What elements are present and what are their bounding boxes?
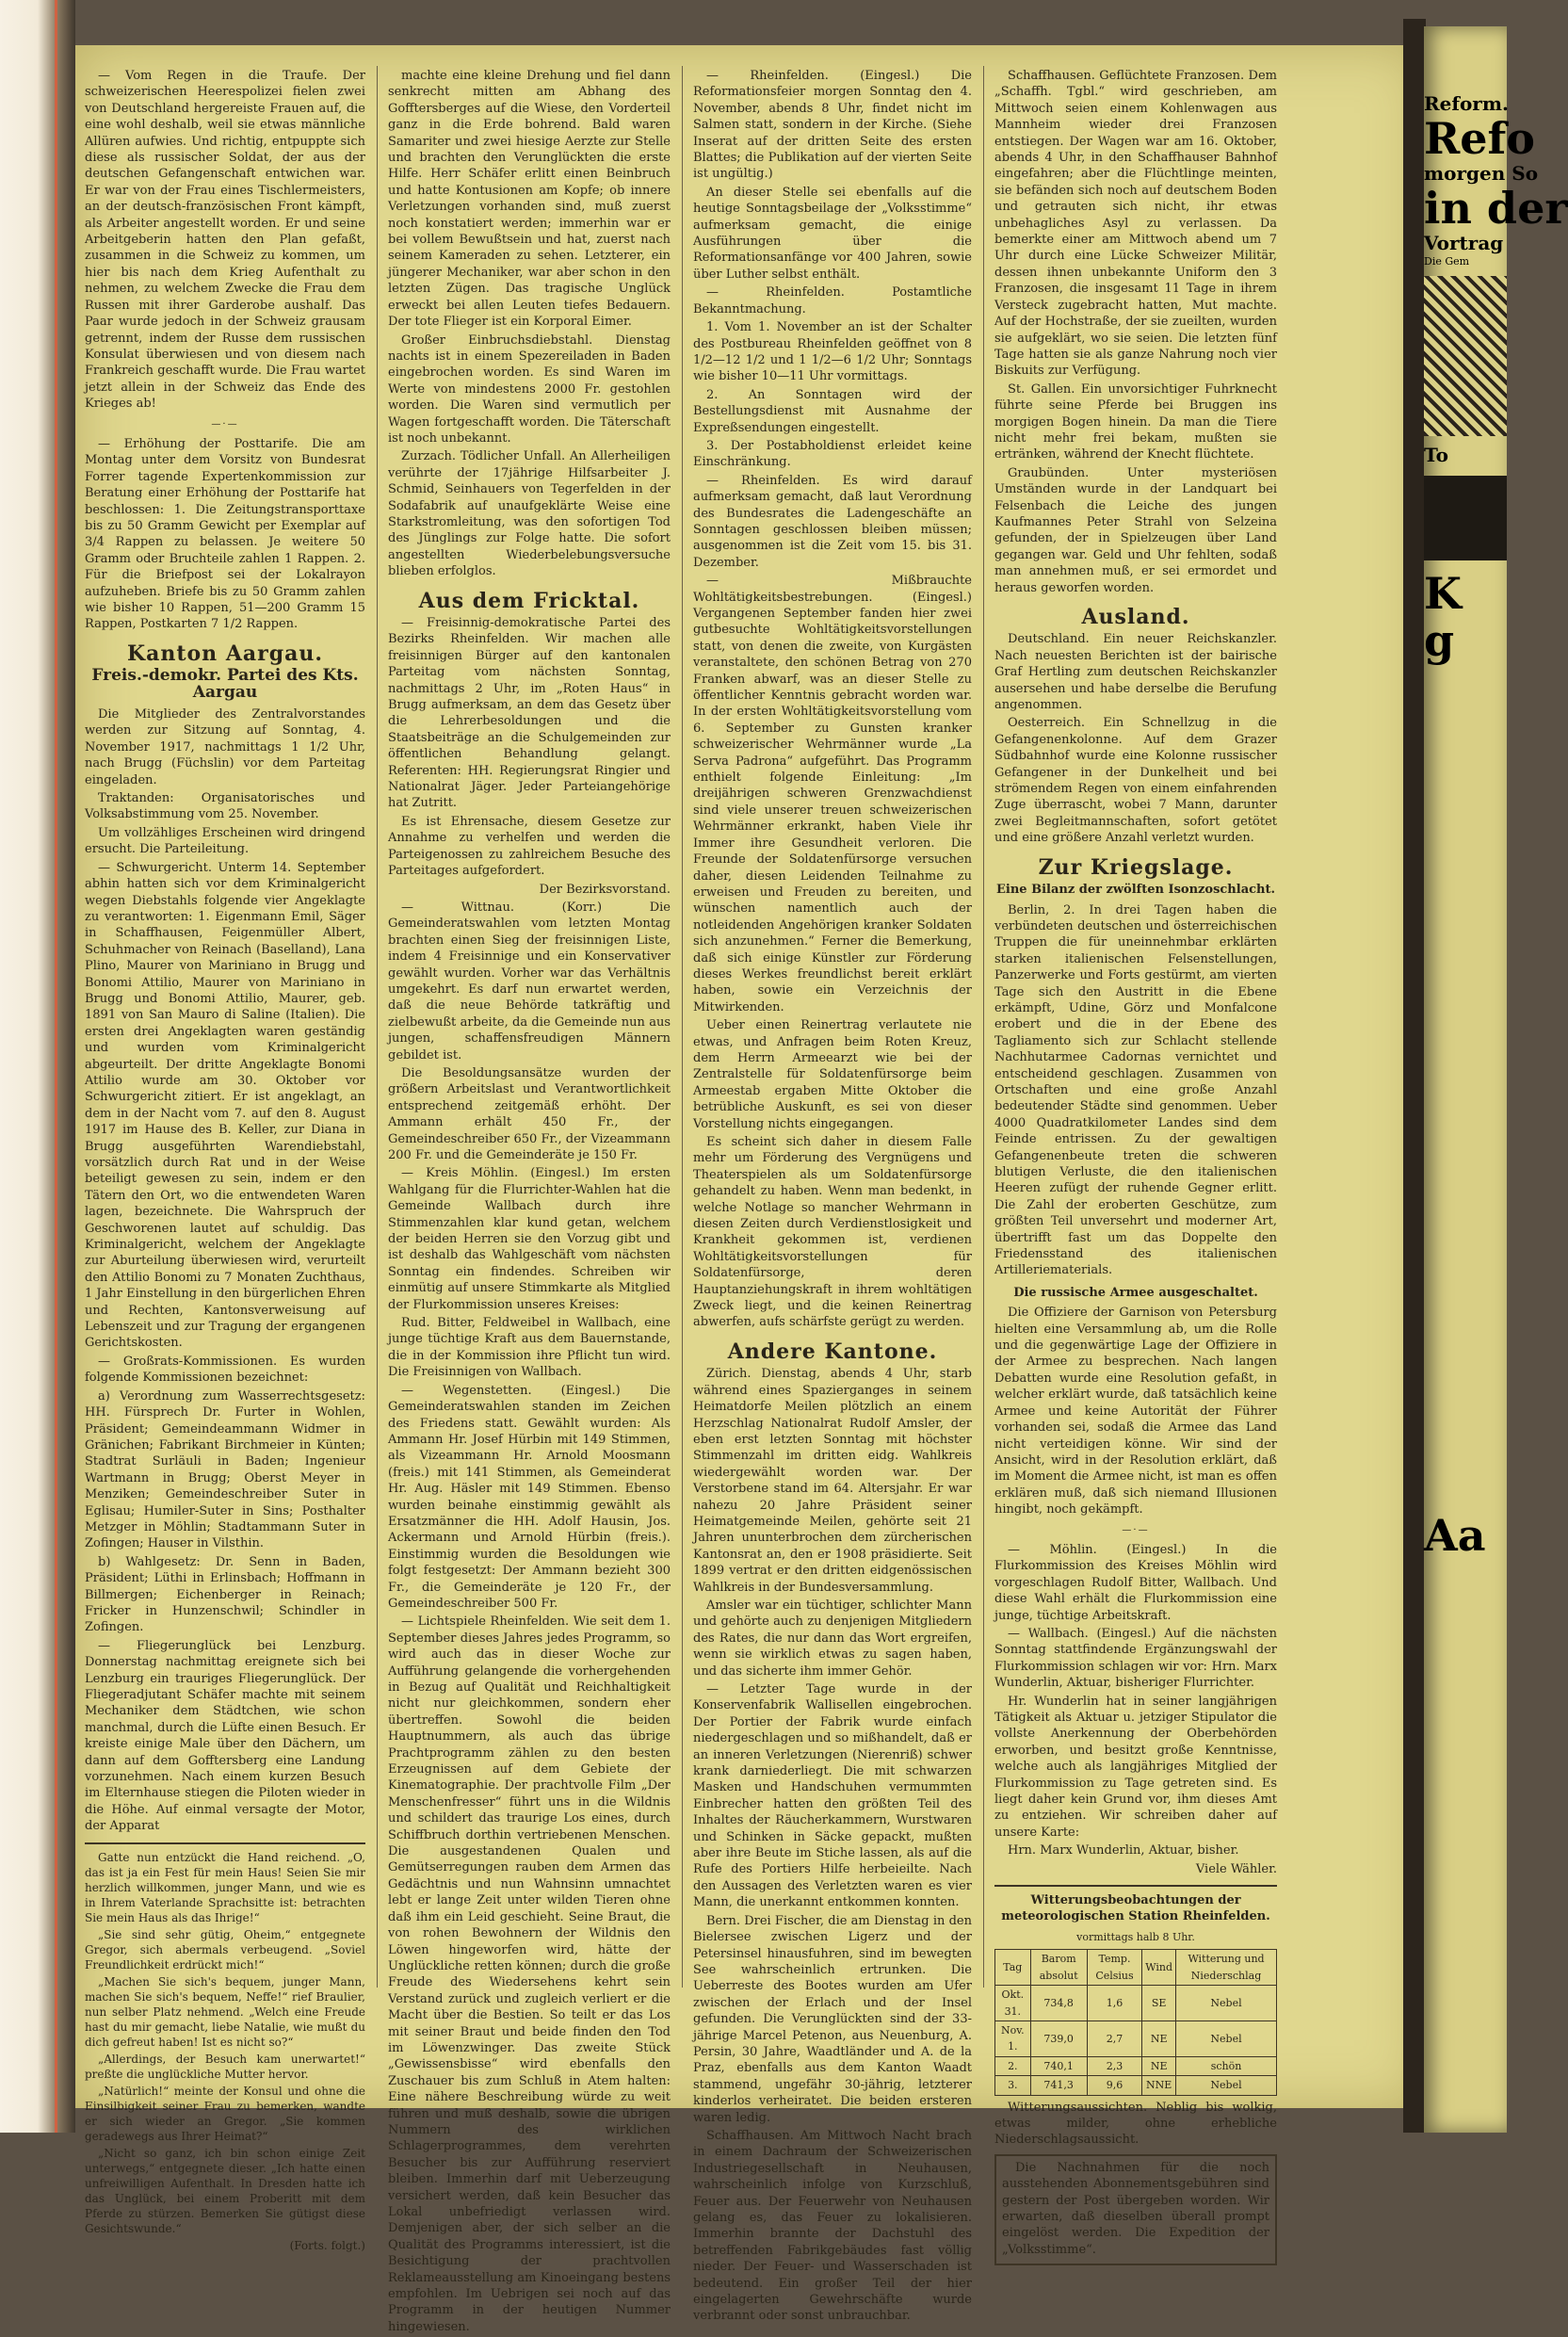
- column-rule: [983, 66, 984, 1988]
- section-heading-ausland: Ausland.: [1081, 605, 1190, 629]
- weather-cell: Nov. 1.: [995, 2021, 1031, 2056]
- weather-title: Witterungsbeobachtungen der meteorologischen Station Rheinfelden.: [1001, 1893, 1270, 1924]
- weather-cell: 2,7: [1087, 2021, 1142, 2056]
- article-graubuenden: Graubünden. Unter mysteriösen Umständen wurde in der Landquart bei Felsenbach die Leiche des jungen Kaufmannes Peter Strahl von Selzeina gefunden, der in Spielzeugen über Land gegangen war. Geld und Uhr fehlten, sodaß man annehmen muß, er sei ermordet und heraus geworfen worden.: [994, 465, 1277, 595]
- weather-cell: Nebel: [1176, 2021, 1277, 2056]
- article-postamt-3: 3. Der Postabholdienst erleidet keine Einschränkung.: [693, 438, 972, 470]
- weather-cell: 740,1: [1030, 2056, 1087, 2075]
- weather-col-header: Witterung und Niederschlag: [1176, 1950, 1277, 1986]
- article-amsler: Amsler war ein tüchtiger, schlichter Mann und gehörte auch zu denjenigen Mitgliedern des Rates, die nur dann das Wort ergreifen, wenn sie wirklich etwas zu sagen haben, und das sicherte ihm immer Gehör.: [693, 1598, 972, 1679]
- weather-cell: 739,0: [1030, 2021, 1087, 2056]
- adjacent-page: [1424, 26, 1568, 2133]
- ad-reform: Reform.: [1424, 92, 1509, 115]
- article-postamt-2: 2. An Sonntagen wird der Bestellungsdienst mit Ausnahme der Expreßsendungen eingestellt.: [693, 387, 972, 435]
- article-zuerich: Zürich. Dienstag, abends 4 Uhr, starb während eines Spazierganges in seinem Heimatdorfe Meilen plötzlich an einem Herzschlag Nationalrat Rudolf Amsler, der eben erst letzten Sonntag mit höchster Stimmenzahl im dritten eidg. Wahlkreis wiedergewählt worden war. Der Verstorbene stand im 64. Altersjahr. Er war nahezu 20 Jahre Präsident seiner Heimatgemeinde Meilen, gehörte seit 21 Jahren ununterbrochen dem zürcherischen Kantonsrat an, den er 1908 präsidierte. Seit 1899 vertrat er den dritten eidgenössischen Wahlkreis in der Bundesversammlung.: [693, 1367, 972, 1595]
- feuilleton-continued: (Forts. folgt.): [289, 2238, 365, 2252]
- article-wegenstetten: — Wegenstetten. (Eingesl.) Die Gemeinderatswahlen standen im Zeichen des Friedens statt. Gewählt wurden: Als Ammann Hr. Josef Hürbin mit 149 Stimmen, als Vizeammann Hr. Arnold Moosmann (freis.) mit 141 Stimmen, als Gemeinderat Hr. Aug. Häsler mit 149 Stimmen. Ebenso wurden beinahe einstimmig gewählt als Ersatzmänner die HH. Adolf Hausin, Jos. Ackermann und Arnold Hürbin (freis.). Einstimmig wurden die Besoldungen wie folgt festgesetzt: Der Ammann bezieht 300 Fr., die Gemeinderäte je 120 Fr., der Gemeindeschreiber 500 Fr.: [388, 1383, 671, 1611]
- ad-line: To: [1424, 444, 1448, 466]
- article-partei-rheinfelden: — Freisinnig-demokratische Partei des Bezirks Rheinfelden. Wir machen alle freisinnigen Bürger auf den kantonalen Parteitag vom nächsten Sonntag, nachmittags 2 Uhr, im „Roten Haus“ in Brugg aufmerksam, an dem das Gesetz über die Lehrerbesoldungen und die Staatsbeiträge an die Schulgemeinden zur öffentlichen Behandlung gelangt. Referenten: HH. Regierungsrat Ringier und Nationalrat Jäger. Jeder Parteiangehörige hat Zutritt.: [388, 616, 671, 811]
- feuilleton-para: Gatte nun entzückt die Hand reichend. „O, das ist ja ein Fest für mein Haus! Seien Sie mir herzlich willkommen, junger Mann, und wie es in Ihrem Vaterlande Sprachsitte ist: betrachten Sie mein Haus als das Ihrige!“: [85, 1850, 365, 1924]
- table-row: [995, 2021, 1277, 2056]
- signature: Viele Wähler.: [1195, 1861, 1277, 1876]
- notice-traktanden: Traktanden: Organisatorisches und Volksabstimmung vom 25. November.: [85, 791, 365, 822]
- article-wunderlin-vote: Hrn. Marx Wunderlin, Aktuar, bisher.: [1008, 1843, 1239, 1858]
- weather-cell: NNE: [1142, 2076, 1176, 2095]
- ad-line: morgen So: [1424, 162, 1539, 185]
- notice-text: Die Mitglieder des Zentralvorstandes werden zur Sitzung auf Sonntag, 4. November 1917, nachmittags 1 1/2 Uhr, nach Brugg (Füchslin) vor dem Parteitag eingeladen.: [85, 707, 365, 787]
- article-moehlin-flur: — Möhlin. (Eingesl.) In die Flurkommission des Kreises Möhlin wird vorgeschlagen Rudolf Bitter, Wallbach. Und diese Wahl erhält die Flurkommission eine junge, tüchtige Arbeitskraft.: [994, 1542, 1277, 1623]
- ad-line: Vortrag: [1424, 232, 1504, 254]
- article-besoldung: Die Besoldungsansätze wurden der größern Arbeitslast und Verantwortlichkeit entsprechend zeitgemäß erhöht. Der Ammann erhält 450 Fr., der Gemeindeschreiber 650 Fr., der Vizeammann 200 Fr. und die Gemeinderäte je 150 Fr.: [388, 1065, 671, 1162]
- weather-cell: Nebel: [1176, 1986, 1277, 2021]
- signature: Der Bezirksvorstand.: [539, 882, 671, 897]
- weather-cell: 741,3: [1030, 2076, 1087, 2095]
- table-row: [995, 2076, 1277, 2095]
- ad-text-area: [1424, 664, 1507, 1512]
- article-zurzach: Zurzach. Tödlicher Unfall. An Allerheiligen verührte der 17jährige Hilfsarbeiter J. Schmid, Seinhauers von Tegerfelden in der Sodafabrik auf unaufgeklärte Weise eine Starkstromleitung, was den sofortigen Tod des Jünglings zur Folge hatte. Die sofort angestellten Wiederbelebungsversuche blieben erfolglos.: [388, 449, 671, 579]
- article-postamt: — Rheinfelden. Postamtliche Bekanntmachung.: [693, 285, 972, 316]
- feuilleton-para: „Nicht so ganz, ich bin schon einige Zeit unterwegs,“ entgegnete dieser. „Ich hatte einen unfreiwilligen Aufenthalt. In Dresden hatte ich das Unglück, bei einem Proberitt mit dem Pferde zu stürzen. Bemerken Sie gütigst diese Gesichtswunde.“: [85, 2146, 365, 2235]
- article-bern: Bern. Drei Fischer, die am Dienstag in den Bielersee zwischen Ligerz und der Petersinsel hinausfuhren, sind im bewegten See wahrscheinlich ertrunken. Die Ueberreste des Bootes wurden am Ufer zwischen der Erlach und der Insel gefunden. Die Verunglückten sind der 33-jährige Marcel Petenon, aus Neuenburg, A. Persin, 30 Jahre, Waadtländer und A. de la Praz, ebenfalls aus dem Kanton Waadt stammend, ungefähr 30-jährig, letzterer kinderlos verheiratet. Die beiden ersteren waren ledig.: [693, 1913, 972, 2125]
- article-schaffhausen: Schaffhausen. Am Mittwoch Nacht brach in einem Dachraum der Schweizerischen Industriegesellschaft in Neuhausen, wahrscheinlich infolge von Kurzschluß, Feuer aus. Der Feuerwehr von Neuhausen gelang es, das Feuer zu lokalisieren. Immerhin brannte der Dachstuhl des betreffenden Fabrikgebäudes fast völlig nieder. Der Feuer- und Wasserschaden ist bedeutend. Ein großer Teil der hier eingelagerten Gewehrschäfte wurde verbrannt oder sonst unbrauchbar.: [693, 2128, 972, 2324]
- weather-col-header: Tag: [995, 1950, 1031, 1986]
- notice-nachnahmen: Die Nachnahmen für die noch ausstehenden Abonnementsgebühren sind gestern der Post übergeben worden. Wir erwarten, daß dieselben überall prompt eingelöst werden. Die Expedition der „Volksstimme“.: [1002, 2160, 1269, 2257]
- article-sonntagsbeilage: An dieser Stelle sei ebenfalls auf die heutige Sonntagsbeilage der „Volksstimme“ aufmerksam gemacht, die einige Ausführungen über die Reformationsanfänge vor 400 Jahren, sowie über Luther selbst enthält.: [693, 185, 972, 282]
- section-heading-andere-kantone: Andere Kantone.: [727, 1339, 938, 1364]
- weather-cell: 9,6: [1087, 2076, 1142, 2095]
- article-wallbach: — Wallbach. (Eingesl.) Auf die nächsten Sonntag stattfindende Ergänzungswahl der Flurkommission schlagen wir vor: Hrn. Marx Wunderlin, Aktuar, bisheriger Flurrichter.: [994, 1626, 1277, 1691]
- weather-cell: 2,3: [1087, 2056, 1142, 2075]
- ad-line: g: [1424, 615, 1455, 666]
- feuilleton-para: „Sie sind sehr gütig, Oheim,“ entgegnete Gregor, sich abermals verbeugend. „Soviel Freundlichkeit erdrückt mich!“: [85, 1927, 365, 1972]
- article-petersburg: Die Offiziere der Garnison von Petersburg hielten eine Versammlung ab, um die Rolle und die gegenwärtige Lage der Offiziere in der Armee zu besprechen. Nach langen Debatten wurde eine Resolution gefaßt, in welcher erklärt wurde, daß tatsächlich keine Armee und keine Autorität der Führer vorhanden sei, sodaß die Armee das Land nicht verteidigen könne. Wir sind der Ansicht, wird in der Resolution erklärt, daß im Moment die Armee nicht, ist man es offen erklären muß, daß sich niemand Illusionen hingibt, noch gekämpft.: [994, 1306, 1277, 1517]
- article-foerderung: Es scheint sich daher in diesem Falle mehr um Förderung des Vergnügens und Theaterspielen als um Soldatenfürsorge gehandelt zu haben. Wenn man bedenkt, in welche Notlage so mancher Wehrmann in diesen Zeiten durch Verdienstlosigkeit und Krankheit gekommen ist, verdienen Wohltätigkeitsvorstellungen für Soldatenfürsorge, deren Hauptanziehungskraft in ihrem wohltätigen Zweck liegt, und die keinen Reinertrag abwerfen, aufs schärfste gerügt zu werden.: [693, 1135, 972, 1330]
- subheading-isonzo: Eine Bilanz der zwölften Isonzoschlacht.: [995, 883, 1276, 898]
- article-wunderlin: Hr. Wunderlin hat in seiner langjährigen Tätigkeit als Aktuar u. jetziger Stipulator die vollste Anerkennung der Oberbehörden erworben, und besitzt große Kenntnisse, welche auch als langjähriges Mitglied der Flurkommission zu Tage getreten sind. Es liegt daher kein Grund vor, ihm dieses Amt zu entziehen. Wir schreiben daher auf unsere Karte:: [994, 1694, 1277, 1840]
- article-moehlin: — Kreis Möhlin. (Eingesl.) Im ersten Wahlgang für die Flurrichter-Wahlen hat die Gemeinde Wallbach durch ihre Stimmenzahlen klar kund getan, welchem der beiden Herren sie den Vorzug gibt und ist deshalb das Wahlgeschäft vom nächsten Sonntag ein findendes. Schreiben wir einmütig auf unsere Stimmkarte als Mitglied der Flurkommission unseres Kreises:: [388, 1166, 671, 1312]
- feuilleton: [85, 1850, 365, 2253]
- feuilleton-rule: [85, 1842, 365, 1844]
- weather-cell: 1,6: [1087, 1986, 1142, 2021]
- book-gutter: [1403, 19, 1426, 2133]
- article-laden: — Rheinfelden. Es wird darauf aufmerksam gemacht, daß laut Verordnung des Bundesrates die Ladengeschäfte an Sonntagen geschlossen bleiben müssen; ausgenommen ist die Zeit vom 15. bis 31. Dezember.: [693, 473, 972, 570]
- article-posttarife: — Erhöhung der Posttarife. Die am Montag unter dem Vorsitz von Bundesrat Forrer tagende Expertenkommission zur Beratung einer Erhöhung der Posttarife hat beschlossen: 1. Die Zeitungstransporttaxe bis zu 50 Gramm Gewicht per Exemplar auf 3/4 Rappen zu belassen. Je weitere 50 Gramm oder Bruchteile zahlen 1 Rappen. 2. Für die Briefpost sei der Lokalrayon aufzuheben. Briefe bis zu 50 Gramm zahlen wie bisher 10 Rappen, 51—200 Gramm 15 Rappen, Postkarten 7 1/2 Rappen.: [85, 436, 365, 632]
- notice-sign: Um vollzähliges Erscheinen wird dringend ersucht. Die Parteileitung.: [85, 825, 365, 857]
- weather-subtitle: vormittags halb 8 Uhr.: [1076, 1930, 1195, 1943]
- weather-cell: schön: [1176, 2056, 1277, 2075]
- ad-ornament-border: [1424, 276, 1507, 436]
- article-kommission-b: b) Wahlgesetz: Dr. Senn in Baden, Präsident; Lüthi in Erlinsbach; Hoffmann in Billmergen; Eichenberger in Reinach; Fricker in Hunzenschwil; Schindler in Zofingen.: [85, 1554, 365, 1635]
- separator: —·—: [1122, 1524, 1150, 1535]
- feuilleton-para: „Natürlich!“ meinte der Konsul und ohne die Einsilbigkeit seiner Frau zu bemerken, wandte er sich wieder an Gregor. „Sie kommen geradewegs aus Ihrer Heimat?“: [85, 2084, 365, 2143]
- article-postamt-1: 1. Vom 1. November an ist der Schalter des Postbureau Rheinfelden geöffnet von 8 1/2—12 1/2 und 1 1/2—6 1/2 Uhr; Sonntags wie bisher 10—11 Uhr vormittags.: [693, 320, 972, 384]
- column-rule: [682, 66, 683, 1988]
- article-ehrensache: Es ist Ehrensache, diesem Gesetze zur Annahme zu verhelfen und werden die Parteigenossen zu zahlreichem Besuche des Parteitages aufgefordert.: [388, 814, 671, 879]
- weather-cell: SE: [1142, 1986, 1176, 2021]
- weather-col-header: Barom absolut: [1030, 1950, 1087, 1986]
- ad-headline: Refo: [1424, 113, 1535, 164]
- ad-line: K: [1424, 568, 1462, 619]
- ad-black-block: [1424, 476, 1507, 560]
- weather-cell: 3.: [995, 2076, 1031, 2095]
- article-wallisellen: — Letzter Tage wurde in der Konservenfabrik Wallisellen eingebrochen. Der Portier der Fabrik wurde einfach niedergeschlagen und so mißhandelt, daß er an inneren Verletzungen (Nierenriß) schwer krank darniederliegt. Die mit schwarzen Masken und Handschuhen vermummten Einbrecher hatten den größten Teil des Inhaltes der Räucherkammern, Wurstwaren und Schinken in Säcke gepackt, mußten aber ihre Beute im Stiche lassen, als auf die Rufe des Portiers Hilfe herbeieilte. Nach den Aussagen des Verletzten waren es vier Mann, die unerkannt entkommen konnten.: [693, 1682, 972, 1910]
- article-schwurgericht: — Schwurgericht. Unterm 14. September abhin hatten sich vor dem Kriminalgericht wegen Diebstahls folgende vier Angeklagte zu verantworten: 1. Eigenmann Emil, Säger in Schaffhausen, Feigenmüller Albert, Schuhmacher von Reinach (Baselland), Lana Plino, Maurer von Mariniano in Brugg und Bonomi Attilio, Maurer von Mariniano in Brugg und Bonomi Attilio, Maurer, geb. 1891 von San Mauro di Saline (Italien). Die ersten drei Angeklagten waren geständig und wurden vom Kriminalgericht abgeurteilt. Der dritte Angeklagte Bonomi Attilio wurde am 30. Oktober vor Schwurgericht zitiert. Er ist angeklagt, an dem in der Nacht vom 7. auf den 8. August 1917 im Hause des B. Keller, zur Diana in Brugg ausgeführten Warendiebstahl, vorsätzlich durch Rat und in der Weise beteiligt gewesen zu sein, indem er den Tätern den Ort, wo die entwendeten Waren lagen, bezeichnete. Die Wahrspruch der Geschworenen lautet auf schuldig. Das Kriminalgericht, welchem der Angeklagte zur Aburteilung überwiesen wird, verurteilt den Attilio Bonomi zu 7 Monaten Zuchthaus, 1 Jahr Einstellung in den bürgerlichen Ehren und Rechten, Kantonsverweisung auf Lebenszeit und zur Tragung der ergangenen Gerichtskosten.: [85, 860, 365, 1351]
- column-3: [693, 68, 972, 2327]
- article-bitter: Rud. Bitter, Feldweibel in Wallbach, eine junge tüchtige Kraft aus dem Bauernstande, die in der Kommission ihre Pflicht tun wird. Die Freisinnigen von Wallbach.: [388, 1316, 671, 1380]
- section-heading-kanton: Kanton Aargau.: [126, 641, 324, 666]
- weather-outlook: Witterungsaussichten. Neblig bis wolkig, etwas milder, ohne erhebliche Niederschlagsaussicht.: [994, 2100, 1277, 2148]
- subheading-russische-armee: Die russische Armee ausgeschaltet.: [1013, 1285, 1258, 1300]
- article-berlin: Berlin, 2. In drei Tagen haben die verbündeten deutschen und österreichischen Truppen die für uneinnehmbar erklärten starken italienischen Felsenstellungen, Panzerwerke und Forts gestürmt, am vierten Tage sich den Austritt in die Ebene erkämpft, Udine, Görz und Monfalcone erobert und die in der Ebene des Tagliamento sich zur Schlacht stellende Nachhutarmee Cadornas vernichtet und entscheidend geschlagen. Zusammen von Ortschaften und eine große Anzahl bedeutender Städte sind genommen. Ueber 4000 Quadratkilometer Landes sind dem Feinde entrissen. Zu der gewaltigen Gefangenenbeute treten die schweren blutigen Verluste, die den italienischen Heeren zufügt der ruhende Gegner erlitt. Die Zahl der eroberten Geschütze, zum größten Teil unversehrt und moderner Art, übertrifft fast um das Doppelte den Friedensstand des italienischen Artilleriematerials.: [994, 902, 1277, 1278]
- ad-line: in der: [1424, 183, 1568, 234]
- weather-col-header: Temp. Celsius: [1087, 1950, 1142, 1986]
- column-rule: [377, 66, 378, 1988]
- notice-box: [994, 2154, 1277, 2265]
- notice-heading-partei: Freis.-demokr. Partei des Kts. Aargau: [91, 666, 359, 702]
- ad-line: Aa: [1424, 1510, 1486, 1561]
- weather-cell: NE: [1142, 2056, 1176, 2075]
- article-franzosen: Schaffhausen. Geflüchtete Franzosen. Dem „Schaffh. Tgbl.“ wird geschrieben, am Mittwoch seien einem Kohlenwagen aus Mannheim wieder drei Franzosen entstiegen. Der Wagen war am 16. Oktober, abends 4 Uhr, in den Schaffhauser Bahnhof eingefahren; aber die Flüchtlinge meinten, sie befänden sich noch auf deutschem Boden und getrauten sich nicht, ihr etwas unbehagliches Asyl zu verlassen. Da bemerkte einer am Mittwoch abend um 7 Uhr durch eine Lücke Schweizer Militär, dessen ihnen unbekannte Uniform den 3 Franzosen, die insgesamt 11 Tage in ihrem Versteck zugebracht hatten, Mut machte. Auf der Hochstraße, der sie zueilten, wurden sie aufgeklärt, wo sie seien. Die letzten fünf Tage hatten sie als ganze Nahrung noch vier Biskuits zur Verfügung.: [994, 69, 1277, 379]
- article-flieger-cont: machte eine kleine Drehung und fiel dann senkrecht mitten am Abhang des Gofftersberges auf die Wiese, den Vorderteil ganz in die Erde bohrend. Bald waren Samariter und zwei hiesige Aerzte zur Stelle und brachten den Verunglückten die erste Hilfe. Herr Schäfer erlitt einen Beinbruch und hatte Kontusionen am Kopfe; ob innere Verletzungen vorhanden sind, muß zuerst noch konstatiert werden; immerhin war er bei vollem Bewußtsein und hat, zuerst nach seinem Kameraden zu sehen. Letzterer, ein jüngerer Mechaniker, war aber schon in den letzten Zügen. Das tragische Unglück erweckt bei allen Leuten tiefes Bedauern. Der tote Flieger ist ein Korporal Eimer.: [388, 69, 671, 330]
- article-reinertrag: Ueber einen Reinertrag verlautete nie etwas, und Anfragen beim Roten Kreuz, dem Herrn Armeearzt wie bei der Zentralstelle für Soldatenfürsorge beim Armeestab ergaben Mitte Oktober die betrübliche Auskunft, es sei von dieser Vorstellung nichts eingegangen.: [693, 1018, 972, 1131]
- article-st-gallen: St. Gallen. Ein unvorsichtiger Fuhrknecht führte seine Pferde bei Bruggen ins morgigen Bogen hinein. Da man die Tiere nicht mehr frei bekam, mußten sie ertränken, während der Knecht flüchtete.: [994, 381, 1277, 463]
- article-lichtspiele: — Lichtspiele Rheinfelden. Wie seit dem 1. September dieses Jahres jedes Programm, so wird auch das in dieser Woche zur Aufführung gelangende die vorhergehenden in Bezug auf Qualität und Reichhaltigkeit nicht nur gleichkommen, sondern eher übertreffen. Sowohl die beiden Hauptnummern, als auch das übrige Prachtprogramm zählen zu den besten Erzeugnissen auf dem Gebiete der Kinematographie. Der prachtvolle Film „Der Menschenfresser“ führt uns in die Wildnis und schildert das traurige Los eines, durch Schiffbruch dorthin vertriebenen Menschen. Die ausgestandenen Qualen und Gemütserregungen rauben dem Armen das Gedächtnis und nun Wahnsinn umnachtet lebt er lange Zeit unter wilden Tieren ohne daß ihm ein Leid geschieht. Seine Braut, die von rohen Bewohnern der Wildnis den Löwen hingeworfen wird, hätte der Unglückliche retten können; durch die große Freude des Wiedersehens kehrt sein Verstand zurück und zugleich verliert er die Macht über die Bestien. So teilt er das Los mit seiner Braut und beide finden den Tod im Löwenzwinger. Das zweite Stück „Gewissensbisse“ wird ebenfalls den Zuschauer bis zum Schluß in Atem halten: Eine nähere Beschreibung würde zu weit führen und muß deshalb, sowie die übrigen Nummern des wirklichen Schlagerprogrammes, dem verehrten Besucher bis zur Aufführung reserviert bleiben. Immerhin darf mit Ueberzeugung versichert werden, daß kein Besucher das Lokal unbefriedigt verlassen wird. Demjenigen aber, der sich selber an die Qualität des Programms interessiert, ist die Besichtigung der prachtvollen Reklameausstellung am Kinoeingang bestens empfohlen. Im Uebrigen sei noch auf das Programm in der heutigen Nummer hingewiesen.: [388, 1615, 671, 2334]
- feuilleton-para: „Allerdings, der Besuch kam unerwartet!“ preßte die unglückliche Mutter hervor.: [85, 2052, 365, 2081]
- separator: —·—: [211, 418, 239, 430]
- section-heading-kriegslage: Zur Kriegslage.: [1038, 854, 1234, 880]
- article-wohltaetigkeit: — Mißbrauchte Wohltätigkeitsbestrebungen. (Eingesl.) Vergangenen September fanden hier zwei gutbesuchte Wohltätigkeitsvorstellungen statt, von denen die zweite, von Kurgästen veranstaltete, den schönen Betrag von 270 Franken abwarf, was an dieser Stelle zu öffentlicher Kenntnis gebracht worden war. In der ersten Wohltätigkeitsvorstellung vom 6. September zu Gunsten kranker schweizerischer Wehrmänner wurde „La Serva Padrona“ aufgeführt. Das Programm enthielt folgende Einleitung: „Im dreijährigen schweren Grenzwachdienst sind viele unserer treuen schweizerischen Wehrmänner erkrankt, haben Viele ihr Immer ihre Gesundheit verloren. Die Freunde der Soldatenfürsorge versuchen daher, diesen Leidenden Teilnahme zu erweisen und Freuden zu bereiten, und wünschen namentlich auch der notleidenden Angehörigen kranker Soldaten sich anzunehmen.“ Ferner die Bemerkung, daß sich einige Künstler zur Förderung dieses Werkes freundlichst bereit erklärt haben, sowie ein Verzeichnis der Mitwirkenden.: [693, 574, 972, 1014]
- weather-cell: 2.: [995, 2056, 1031, 2075]
- weather-cell: 734,8: [1030, 1986, 1087, 2021]
- article-wittnau: — Wittnau. (Korr.) Die Gemeinderatswahlen vom letzten Montag brachten einen Sieg der freisinnigen Liste, indem 4 Freisinnige und ein Konservativer gewählt wurden. Vorher war das Verhältnis umgekehrt. Es darf nun erwartet werden, daß die neue Behörde tatkräftig und zielbewußt arbeite, da die Gemeinde nun aus jungen, schaffensfreudigen Männern gebildet ist.: [388, 900, 671, 1063]
- article-reformation: — Rheinfelden. (Eingesl.) Die Reformationsfeier morgen Sonntag den 4. November, abends 8 Uhr, findet nicht im Salmen statt, sondern in der Kirche. (Siehe Inserat auf der dritten Seite des ersten Blattes; die Publikation auf der vierten Seite ist ungültig.): [693, 69, 972, 182]
- weather-cell: Nebel: [1176, 2076, 1277, 2095]
- weather-header-row: [995, 1950, 1277, 1986]
- weather-table: [994, 1949, 1277, 2095]
- table-row: [995, 2056, 1277, 2075]
- feuilleton-para: „Machen Sie sich's bequem, junger Mann, machen Sie sich's bequem, Neffe!“ rief Braulier, nun selber Platz nehmend. „Welch eine Freude hast du mir gemacht, liebe Natalie, wie mußt du dich gefreut haben! Ist es nicht so?“: [85, 1974, 365, 2049]
- table-row: [995, 1986, 1277, 2021]
- article-flieger: — Fliegerunglück bei Lenzburg. Donnerstag nachmittag ereignete sich bei Lenzburg ein trauriges Fliegerunglück. Der Fliegeradjutant Schäfer machte mit seinem Mechaniker dem Städtchen, wie schon manchmal, durch die Lüfte einen Besuch. Er kreiste einige Male über den Dächern, um dann auf dem Gofftersberg eine Landung vorzunehmen. Nach einem kurzen Besuch im Elternhause stiegen die Piloten wieder in die Höhe. Auf einmal versagte der Motor, der Apparat: [85, 1638, 365, 1834]
- weather-cell: Okt. 31.: [995, 1986, 1031, 2021]
- article-einbruch: Großer Einbruchsdiebstahl. Dienstag nachts ist in einem Spezereiladen in Baden eingebrochen worden. Es sind Waren im Werte von mindestens 2000 Fr. gestohlen worden. Die Waren sind vermutlich per Wagen fortgeschafft worden. Die Täterschaft ist noch unbekannt.: [388, 333, 671, 446]
- weather-col-header: Wind: [1142, 1950, 1176, 1986]
- article-regen: — Vom Regen in die Traufe. Der schweizerischen Heerespolizei fielen zwei von Deutschland hergereiste Frauen auf, die eine wohl deshalb, weil sie etwas männliche Allüren aufwies. Und richtig, entpuppte sich diese als russischer Soldat, der aus der deutschen Gefangenschaft entwichen war. Er war von der Frau eines Tischlermeisters, an der deutsch-französischen Front kämpft, als Arbeiter angestellt worden. Er und seine Arbeitgeberin hatten den Plan gefaßt, zusammen in die Schweiz zu kommen, um hier bis nach dem Krieg Aufenthalt zu nehmen, zu welchem Zwecke die Frau dem Russen mit ihrer Garderobe aushalf. Das Paar wurde jedoch in der Schweiz grausam getrennt, indem der Russe dem russischen Konsulat überwiesen und von diesem nach Frankreich geschafft wurde. Die Frau wartet jetzt allein in der Schweiz das Ende des Krieges ab!: [85, 69, 365, 412]
- ad-line: Die Gem: [1424, 255, 1470, 268]
- article-kommission-a: a) Verordnung zum Wasserrechtsgesetz: HH. Fürsprech Dr. Furter in Wohlen, Präsident; Gemeindeammann Widmer in Gränichen; Fabrikant Birchmeier in Künten; Stadtrat Surläuli in Baden; Ingenieur Wartmann in Brugg; Oberst Meyer in Menziken; Gemeindeschreiber Suter in Eglisau; Humiler-Suter in Sins; Posthalter Metzger in Möhlin; Stadtammann Suter in Zofingen; Hauser in Vilsthin.: [85, 1388, 365, 1551]
- weather-cell: NE: [1142, 2021, 1176, 2056]
- rule: [994, 1885, 1277, 1887]
- column-4: [994, 68, 1277, 2265]
- column-2: [388, 68, 671, 2337]
- section-heading-fricktal: Aus dem Fricktal.: [418, 588, 640, 613]
- article-kommissionen: — Großrats-Kommissionen. Es wurden folgende Kommissionen bezeichnet:: [85, 1354, 365, 1386]
- column-1: [85, 68, 365, 2255]
- article-oesterreich: Oesterreich. Ein Schnellzug in die Gefangenenkolonne. Auf dem Grazer Südbahnhof wurde eine Kolonne russischer Gefangener in der Dunkelheit und bei strömendem Regen von einem einfahrenden Zuge überrascht, wobei 7 Mann, darunter zwei Begleitmannschaften, sofort getötet und eine größere Anzahl verletzt wurden.: [994, 716, 1277, 846]
- article-deutschland: Deutschland. Ein neuer Reichskanzler. Nach neuesten Berichten ist der bairische Graf Hertling zum deutschen Reichskanzler ausersehen und habe derselbe die Berufung angenommen.: [994, 632, 1277, 713]
- binding-thread: [55, 0, 57, 2133]
- book-edge: [0, 0, 75, 2133]
